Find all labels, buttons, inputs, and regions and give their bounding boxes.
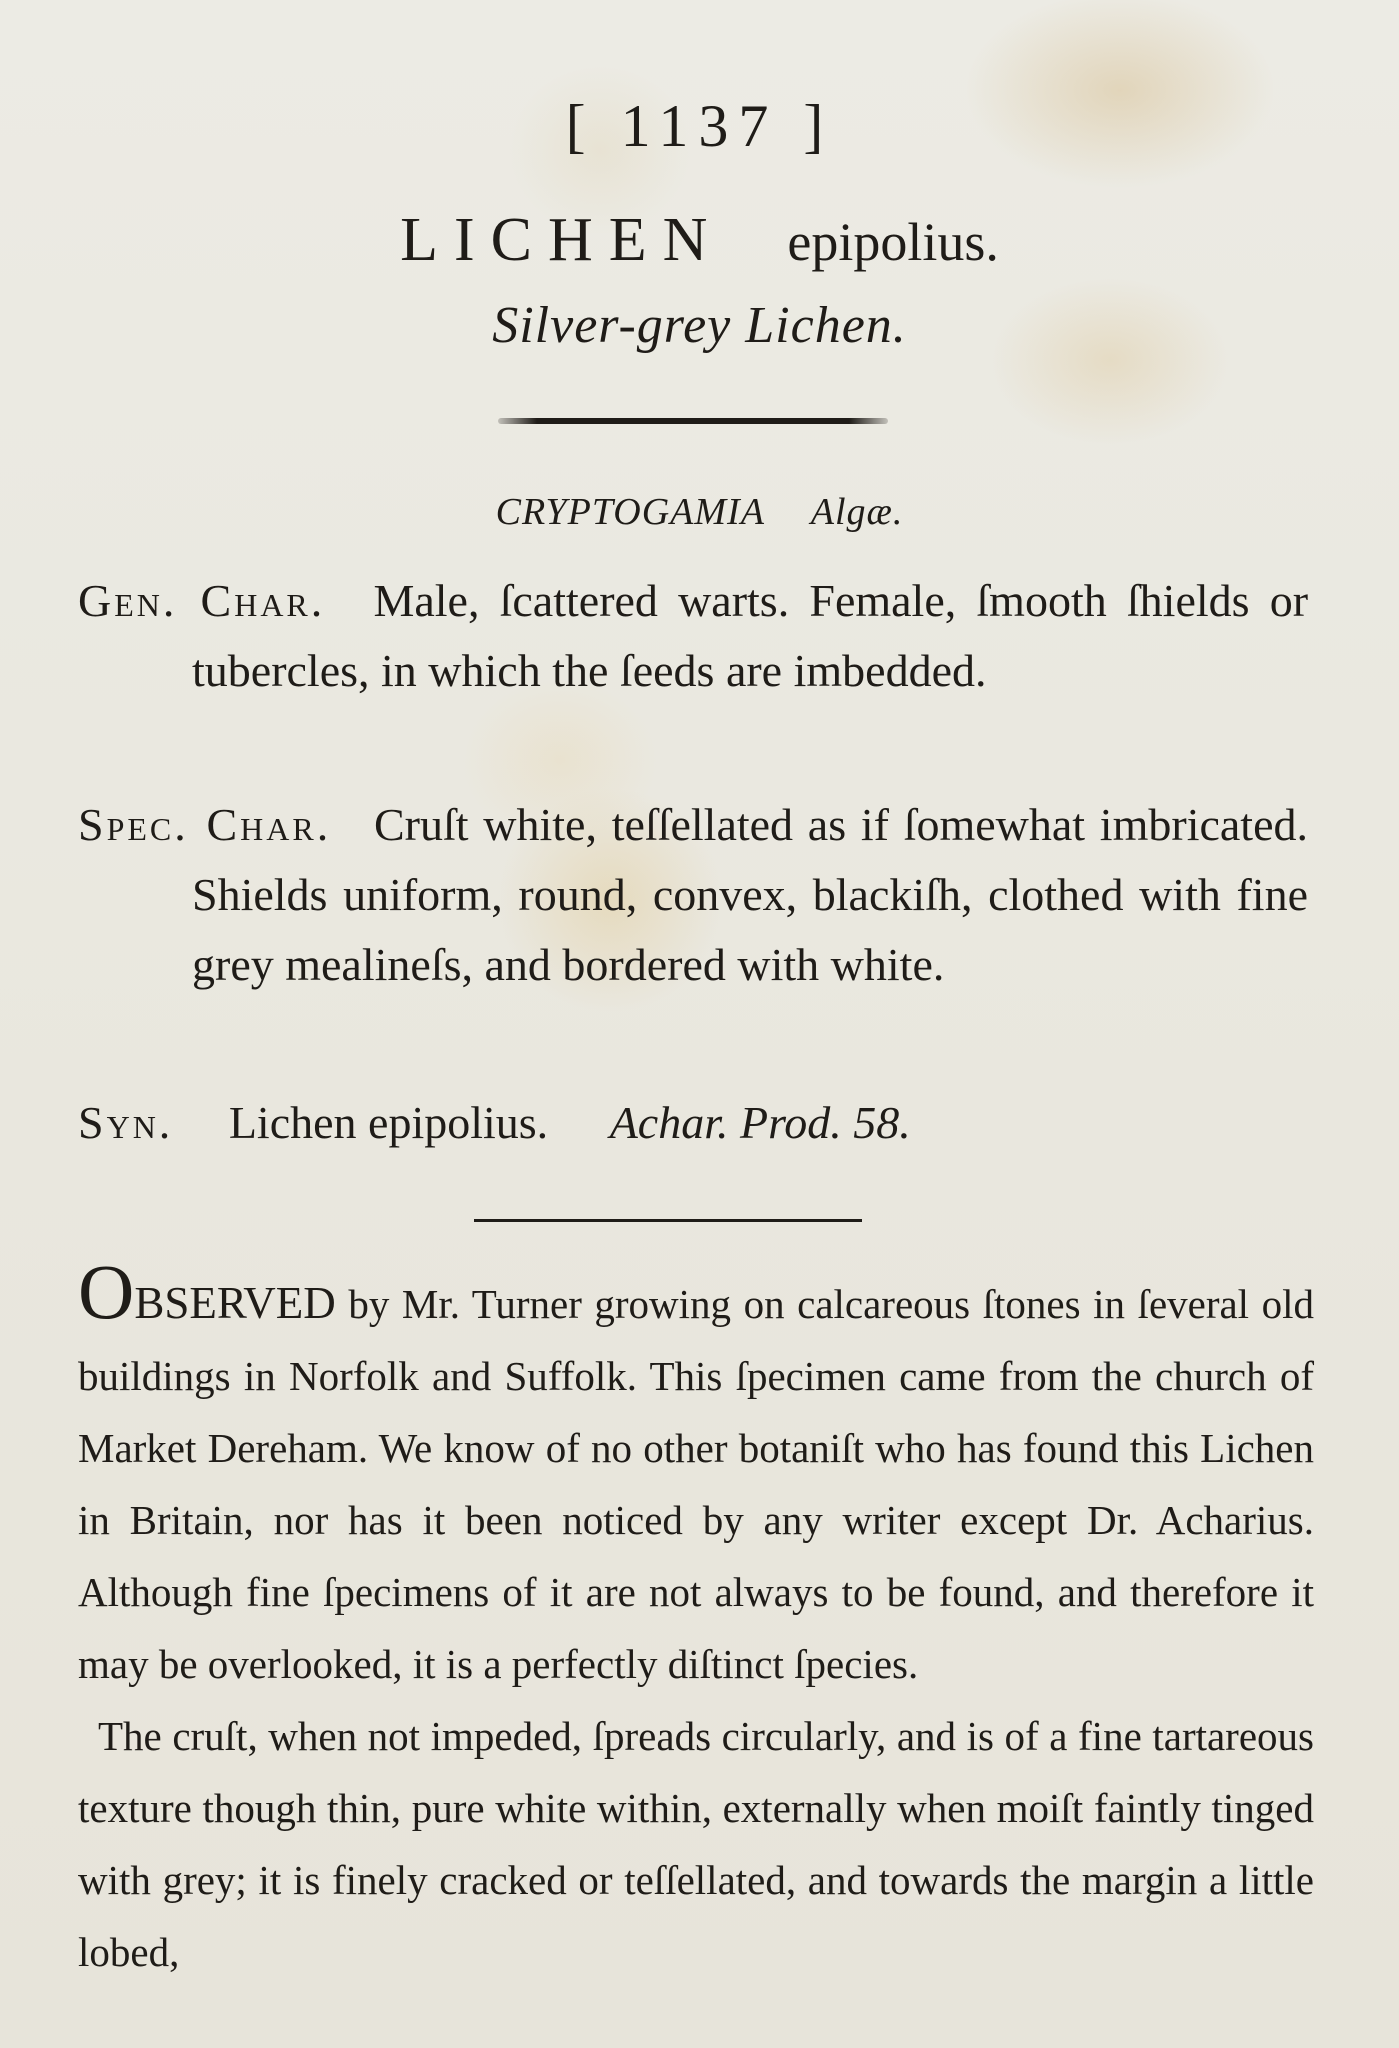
classification bbox=[0, 490, 1399, 534]
ornamental-rule bbox=[498, 418, 888, 424]
specific-character-label: Spec. Char. bbox=[78, 799, 332, 850]
genus-name: LICHEN bbox=[400, 206, 724, 274]
synonym-reference: Achar. Prod. 58. bbox=[609, 1097, 911, 1148]
drop-cap: O bbox=[78, 1248, 135, 1335]
class-name: CRYPTOGAMIA bbox=[495, 491, 765, 533]
specific-character-text: Cruſt white, teſſellated as if ſomewhat imbricated. Shields uniform, round, convex, blackiſh, clothed with fine grey mealineſs, and bordered with white. bbox=[192, 799, 1308, 990]
specific-character bbox=[78, 790, 1308, 1000]
species-title bbox=[0, 205, 1399, 276]
order-name: Algæ. bbox=[810, 491, 904, 533]
paragraph-1 bbox=[78, 1248, 1315, 1700]
paragraph-1-text: by Mr. Turner growing on calcareous ſtones in ſeveral old buildings in Norfolk and Suffolk. This ſpecimen came from the church of Market Dereham. We know of no other botaniſt who has found this Lichen in Britain, nor has it been noticed by any writer except Dr. Acharius. Although fine ſpecimens of it are not always to be found, and therefore it may be overlooked, it is a perfectly diſtinct ſpecies. bbox=[78, 1281, 1315, 1687]
synonym-label: Syn. bbox=[78, 1097, 174, 1148]
species-epithet: epipolius. bbox=[787, 212, 999, 272]
generic-character bbox=[78, 566, 1308, 706]
paragraph-2: The cruſt, when not impeded, ſpreads circularly, and is of a fine tartareous texture though thin, pure white within, externally when moiſt faintly tinged with grey; it is finely cracked or teſſellated, and towards the margin a little lobed, bbox=[78, 1713, 1314, 1975]
generic-character-text: Male, ſcattered warts. Female, ſmooth ſhields or tubercles, in which the ſeeds are imbedded. bbox=[192, 575, 1309, 696]
common-name: Silver-grey Lichen. bbox=[492, 297, 907, 354]
description-body bbox=[78, 1248, 1315, 1988]
generic-character-label: Gen. Char. bbox=[78, 575, 326, 626]
synonym bbox=[78, 1088, 1308, 1158]
first-word-rest: BSERVED bbox=[134, 1278, 336, 1328]
synonym-text: Lichen epipolius. bbox=[228, 1097, 549, 1148]
section-divider bbox=[474, 1219, 862, 1222]
page-number: [ 1137 ] bbox=[565, 93, 834, 159]
